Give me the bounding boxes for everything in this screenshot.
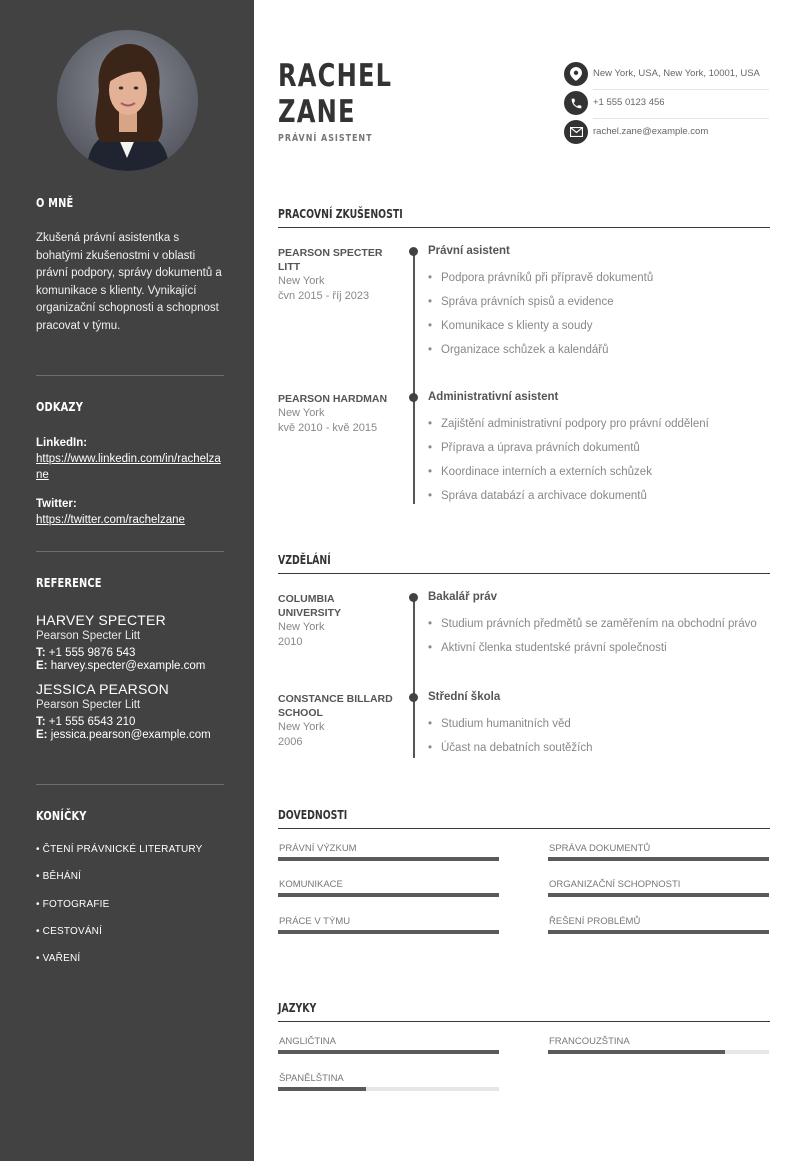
skills-title: DOVEDNOSTI	[278, 808, 348, 822]
education-title: VZDĚLÁNÍ	[278, 553, 331, 567]
experience-entry-meta	[278, 246, 398, 304]
skill-bar	[548, 930, 769, 934]
email-text: rachel.zane@example.com	[593, 126, 709, 137]
education-entry-meta	[278, 592, 398, 650]
language-item	[548, 1036, 769, 1054]
hobbies-title: KONÍČKY	[36, 809, 87, 823]
avatar	[57, 30, 198, 171]
list-item: • Organizace schůzek a kalendářů	[428, 343, 653, 367]
references-title: REFERENCE	[36, 576, 102, 590]
reference-company: Pearson Specter Litt	[36, 630, 141, 642]
dates: 2010	[278, 636, 303, 648]
reference-name: HARVEY SPECTER	[36, 612, 166, 628]
timeline-dot	[409, 593, 418, 602]
skill-bar-fill	[278, 893, 499, 897]
section-rule	[278, 828, 770, 829]
role-title: Administrativní asistent	[428, 391, 559, 403]
language-item	[278, 1036, 499, 1054]
list-item: • Zajištění administrativní podpory pro právní oddělení	[428, 417, 709, 441]
skill-label: KOMUNIKACE	[279, 879, 343, 890]
degree-bullets	[428, 717, 593, 765]
skill-bar-fill	[278, 857, 499, 861]
skill-bar	[278, 930, 499, 934]
dates: čvn 2015 - říj 2023	[278, 290, 370, 302]
skill-bar	[278, 893, 499, 897]
language-item	[278, 1073, 499, 1091]
phone-text: +1 555 0123 456	[593, 97, 665, 108]
dates: 2006	[278, 736, 303, 748]
links-title: ODKAZY	[36, 400, 84, 414]
timeline-dot	[409, 693, 418, 702]
employer: PEARSON SPECTER LITT	[278, 247, 383, 273]
reference-phone: T: +1 555 9876 543	[36, 647, 136, 659]
skill-item	[548, 916, 769, 934]
list-item: • Příprava a úprava právních dokumentů	[428, 441, 709, 465]
language-bar	[278, 1087, 499, 1091]
experience-entry-meta	[278, 392, 398, 436]
language-label: ANGLIČTINA	[279, 1036, 337, 1047]
language-label: FRANCOUZŠTINA	[549, 1036, 630, 1047]
last-name: ZANE	[278, 94, 356, 130]
link-linkedin	[36, 437, 224, 483]
about-section	[36, 196, 224, 335]
about-title: O MNĚ	[36, 196, 74, 210]
job-title: PRÁVNÍ ASISTENT	[278, 133, 373, 144]
languages-title: JAZYKY	[278, 1001, 317, 1015]
language-bar-fill	[278, 1050, 499, 1054]
list-item: • Správa databází a archivace dokumentů	[428, 489, 709, 513]
language-bar-fill	[278, 1087, 366, 1091]
experience-title: PRACOVNÍ ZKUŠENOSTI	[278, 207, 403, 221]
twitter-link[interactable]: https://twitter.com/rachelzane	[36, 514, 185, 526]
education-entry-meta	[278, 692, 398, 750]
link-label: LinkedIn:	[36, 437, 88, 449]
profile-photo	[57, 30, 198, 171]
skill-label: PRÁCE V TÝMU	[279, 916, 351, 927]
timeline-dot	[409, 393, 418, 402]
phone-icon	[564, 91, 588, 115]
language-label: ŠPANĚLŠTINA	[279, 1073, 344, 1084]
skill-bar-fill	[548, 893, 769, 897]
hobby-item: • CESTOVÁNÍ	[36, 926, 103, 937]
reference-item	[36, 681, 224, 741]
link-twitter	[36, 498, 224, 528]
language-bar-fill	[548, 1050, 725, 1054]
list-item: • Studium právních předmětů se zaměřením na obchodní právo	[428, 617, 757, 641]
timeline-line	[413, 598, 415, 758]
hobby-item: • BĚHÁNÍ	[36, 871, 82, 882]
list-item: • Studium humanitních věd	[428, 717, 593, 741]
divider	[36, 375, 224, 376]
location: New York	[278, 721, 325, 733]
list-item: • Komunikace s klienty a soudy	[428, 319, 653, 343]
sidebar	[0, 0, 254, 1161]
skill-item	[548, 843, 769, 861]
divider	[593, 89, 769, 90]
degree-title: Bakalář práv	[428, 591, 498, 603]
reference-email: E: jessica.pearson@example.com	[36, 729, 211, 741]
language-bar	[278, 1050, 499, 1054]
skill-bar	[278, 857, 499, 861]
location: New York	[278, 621, 325, 633]
hobby-item: • ČTENÍ PRÁVNICKÉ LITERATURY	[36, 844, 203, 855]
language-bar	[548, 1050, 769, 1054]
envelope-icon	[564, 120, 588, 144]
divider	[593, 118, 769, 119]
section-rule	[278, 227, 770, 228]
address-text: New York, USA, New York, 10001, USA	[593, 68, 760, 79]
references-section	[36, 576, 224, 741]
hobbies-section	[36, 809, 224, 823]
role-bullets	[428, 271, 653, 367]
location: New York	[278, 275, 325, 287]
list-item: • Aktivní členka studentské právní společnosti	[428, 641, 757, 665]
contact-address	[564, 62, 769, 91]
degree-title: Střední škola	[428, 691, 501, 703]
list-item: • Podpora právníků při přípravě dokumentů	[428, 271, 653, 295]
section-rule	[278, 573, 770, 574]
skill-bar-fill	[548, 930, 769, 934]
contact-phone	[564, 91, 769, 120]
contact-email	[564, 120, 769, 149]
skill-bar	[548, 893, 769, 897]
role-title: Právní asistent	[428, 245, 510, 257]
school: COLUMBIA UNIVERSITY	[278, 593, 342, 619]
list-item: • Koordinace interních a externích schůzek	[428, 465, 709, 489]
timeline-line	[413, 252, 415, 504]
divider	[36, 551, 224, 552]
linkedin-link[interactable]: https://www.linkedin.com/in/rachelzane	[36, 453, 221, 481]
list-item: • Účast na debatních soutěžích	[428, 741, 593, 765]
skill-label: SPRÁVA DOKUMENTŮ	[549, 843, 651, 854]
hobby-item: • FOTOGRAFIE	[36, 899, 110, 910]
reference-item	[36, 612, 224, 672]
skill-item	[278, 916, 499, 934]
link-label: Twitter:	[36, 498, 77, 510]
skill-bar-fill	[548, 857, 769, 861]
role-bullets	[428, 417, 709, 513]
skill-label: ŘEŠENÍ PROBLÉMŮ	[549, 916, 641, 927]
skill-item	[548, 879, 769, 897]
reference-email: E: harvey.specter@example.com	[36, 660, 206, 672]
skill-item	[278, 879, 499, 897]
divider	[36, 784, 224, 785]
hobby-item: • VAŘENÍ	[36, 953, 81, 964]
reference-name: JESSICA PEARSON	[36, 681, 169, 697]
reference-phone: T: +1 555 6543 210	[36, 716, 136, 728]
first-name: RACHEL	[278, 58, 393, 94]
degree-bullets	[428, 617, 757, 665]
location-pin-icon	[564, 62, 588, 86]
dates: kvě 2010 - kvě 2015	[278, 422, 378, 434]
school: CONSTANCE BILLARD SCHOOL	[278, 693, 393, 719]
list-item: • Správa právních spisů a evidence	[428, 295, 653, 319]
reference-company: Pearson Specter Litt	[36, 699, 141, 711]
links-section	[36, 400, 224, 528]
timeline-dot	[409, 247, 418, 256]
section-rule	[278, 1021, 770, 1022]
skill-item	[278, 843, 499, 861]
location: New York	[278, 407, 325, 419]
employer: PEARSON HARDMAN	[278, 393, 388, 405]
skill-label: PRÁVNÍ VÝZKUM	[279, 843, 357, 854]
about-text: Zkušená právní asistentka s bohatými zkušenostmi v oblasti právní podpory, správy dokumentů a komunikace s klienty. Vynikající organizační schopnosti a schopnost pracovat v týmu.	[36, 232, 222, 332]
skill-bar-fill	[278, 930, 499, 934]
skill-label: ORGANIZAČNÍ SCHOPNOSTI	[549, 879, 681, 890]
skill-bar	[548, 857, 769, 861]
